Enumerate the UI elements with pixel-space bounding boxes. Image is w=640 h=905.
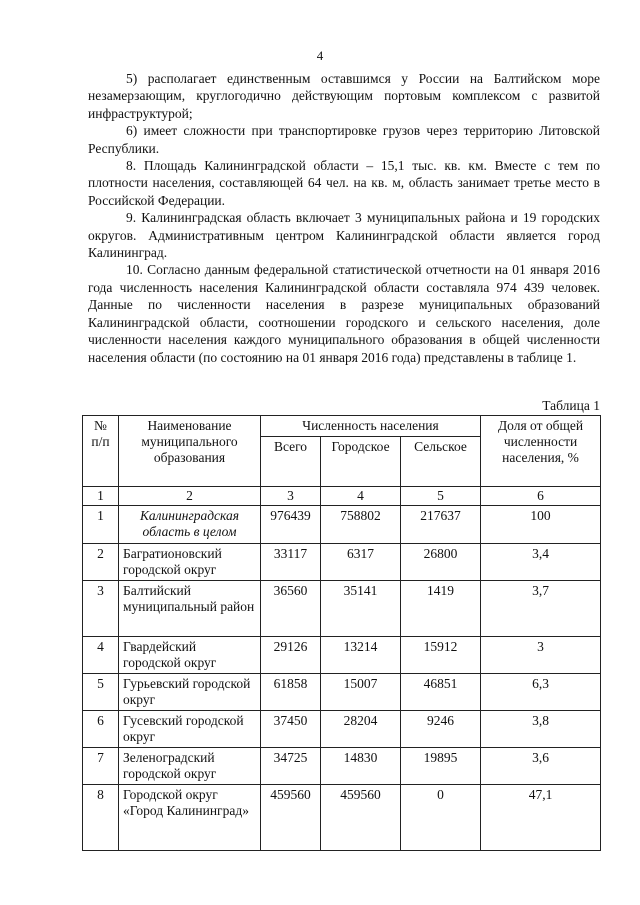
table-row bbox=[83, 711, 601, 748]
cell-urban: 28204 bbox=[321, 711, 401, 748]
cell-rural: 46851 bbox=[401, 674, 481, 711]
paragraph-8: 8. Площадь Калининградской области – 15,1 тыс. кв. км. Вместе с тем по плотности населения, составляющей 64 чел. на кв. м, область занимает третье место в Российской Федерации. bbox=[88, 158, 600, 208]
table-row bbox=[83, 674, 601, 711]
cell-total: 36560 bbox=[261, 581, 321, 637]
paragraph-item-6: 6) имеет сложности при транспортировке грузов через территорию Литовской Республики. bbox=[88, 123, 600, 156]
cell-rural: 19895 bbox=[401, 748, 481, 785]
column-number: 6 bbox=[481, 487, 601, 506]
cell-urban: 14830 bbox=[321, 748, 401, 785]
cell-total: 459560 bbox=[261, 785, 321, 851]
cell-name: Зеленоградский городской округ bbox=[119, 748, 261, 785]
cell-rural: 15912 bbox=[401, 637, 481, 674]
cell-share: 3,6 bbox=[481, 748, 601, 785]
table-row bbox=[83, 544, 601, 581]
column-number: 3 bbox=[261, 487, 321, 506]
cell-rural: 1419 bbox=[401, 581, 481, 637]
cell-no: 2 bbox=[83, 544, 119, 581]
header-name: Наименование муниципального образования bbox=[119, 416, 261, 487]
paragraph-9: 9. Калининградская область включает 3 муниципальных района и 19 городских округов. Административным центром Калининградской области является город Калининград. bbox=[88, 210, 600, 261]
cell-rural: 9246 bbox=[401, 711, 481, 748]
cell-share: 100 bbox=[481, 506, 601, 544]
page-number: 4 bbox=[316, 48, 324, 63]
cell-name: Гурьевский городской округ bbox=[119, 674, 261, 711]
table-caption: Таблица 1 bbox=[542, 398, 600, 413]
cell-share: 3,8 bbox=[481, 711, 601, 748]
cell-total: 976439 bbox=[261, 506, 321, 544]
cell-share: 3,4 bbox=[481, 544, 601, 581]
body-text bbox=[88, 70, 600, 366]
cell-rural: 217637 bbox=[401, 506, 481, 544]
cell-share: 3 bbox=[481, 637, 601, 674]
cell-name: Гусевский городской округ bbox=[119, 711, 261, 748]
table-row bbox=[83, 785, 601, 851]
cell-share: 6,3 bbox=[481, 674, 601, 711]
header-no: № п/п bbox=[83, 416, 119, 487]
cell-no: 6 bbox=[83, 711, 119, 748]
cell-no: 7 bbox=[83, 748, 119, 785]
cell-total: 61858 bbox=[261, 674, 321, 711]
header-population: Численность населения bbox=[261, 416, 481, 437]
cell-name: Багратионовский городской округ bbox=[119, 544, 261, 581]
cell-share: 47,1 bbox=[481, 785, 601, 851]
cell-name: Городской округ «Город Калининград» bbox=[119, 785, 261, 851]
header-urban: Городское bbox=[321, 437, 401, 487]
header-share: Доля от общей численности населения, % bbox=[481, 416, 601, 487]
cell-share: 3,7 bbox=[481, 581, 601, 637]
cell-name: Гвардейский городской округ bbox=[119, 637, 261, 674]
header-total: Всего bbox=[261, 437, 321, 487]
cell-no: 8 bbox=[83, 785, 119, 851]
cell-name: Калининградская область в целом bbox=[119, 506, 261, 544]
cell-urban: 758802 bbox=[321, 506, 401, 544]
table-row bbox=[83, 581, 601, 637]
cell-total: 37450 bbox=[261, 711, 321, 748]
header-rural: Сельское bbox=[401, 437, 481, 487]
column-number: 1 bbox=[83, 487, 119, 506]
cell-no: 5 bbox=[83, 674, 119, 711]
table-row bbox=[83, 637, 601, 674]
cell-total: 33117 bbox=[261, 544, 321, 581]
cell-urban: 13214 bbox=[321, 637, 401, 674]
cell-urban: 35141 bbox=[321, 581, 401, 637]
cell-no: 4 bbox=[83, 637, 119, 674]
cell-urban: 6317 bbox=[321, 544, 401, 581]
cell-no: 1 bbox=[83, 506, 119, 544]
paragraph-10: 10. Согласно данным федеральной статистической отчетности на 01 января 2016 года численность населения Калининградской области составляла 974 439 человек. Данные по численности населения в разрезе муниципальных образований Калининградской области, соотношении городского и сельского населения, доле численности населения каждого муниципального образования в общей численности населения области (по состоянию на 01 января 2016 года) представлены в таблице 1. bbox=[88, 262, 600, 365]
column-number: 4 bbox=[321, 487, 401, 506]
cell-total: 29126 bbox=[261, 637, 321, 674]
cell-rural: 26800 bbox=[401, 544, 481, 581]
cell-urban: 459560 bbox=[321, 785, 401, 851]
column-number: 5 bbox=[401, 487, 481, 506]
population-table bbox=[82, 415, 601, 851]
paragraph-item-5: 5) располагает единственным оставшимся у России на Балтийском море незамерзающим, круглогодично действующим портовым комплексом с развитой инфраструктурой; bbox=[88, 71, 600, 121]
cell-no: 3 bbox=[83, 581, 119, 637]
cell-name: Балтийский муниципальный район bbox=[119, 581, 261, 637]
table-row bbox=[83, 506, 601, 544]
cell-urban: 15007 bbox=[321, 674, 401, 711]
column-number: 2 bbox=[119, 487, 261, 506]
cell-total: 34725 bbox=[261, 748, 321, 785]
column-number-row bbox=[83, 487, 601, 506]
cell-rural: 0 bbox=[401, 785, 481, 851]
table-row bbox=[83, 748, 601, 785]
